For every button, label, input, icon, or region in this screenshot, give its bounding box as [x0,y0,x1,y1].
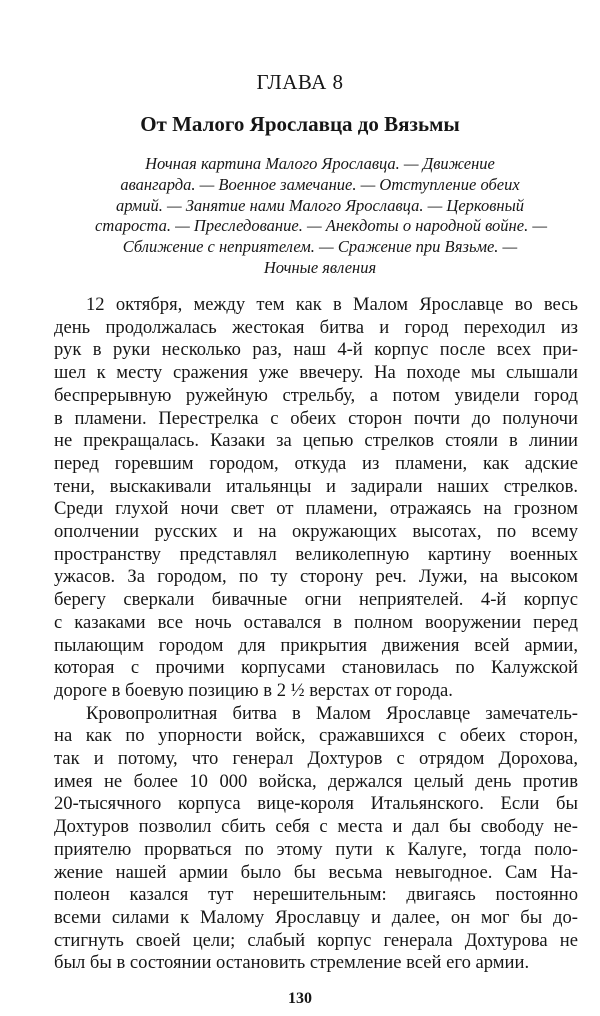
text-line: пространству представлял великолепную картину военных [54,543,578,565]
text-line: 12 октября, между тем как в Малом Ярославце во весь [86,294,578,315]
paragraph [54,294,578,703]
text-line: был бы в состоянии остановить стремление всей его армии. [54,952,530,974]
summary-line: Сближение с неприятелем. — Сражение при Вязьме. — [122,237,518,257]
body-text [54,294,578,975]
text-line: всеми силами к Малому Ярославцу и далее, он мог бы до- [54,906,578,928]
text-line: с казаками все ночь оставался в полном вооружении перед [54,611,578,633]
chapter-label: ГЛАВА 8 [256,70,344,94]
text-line: берегу сверкали бивачные огни неприятелей. 4-й корпус [54,589,578,611]
page-number: 130 [288,990,312,1007]
text-line: приятелю прорваться по этому пути к Калуге, тогда поло- [54,838,578,860]
text-line: беспрерывную ружейную стрельбу, а потом увидели город [54,384,578,406]
text-line: дороге в боевую позицию в 2 ½ верстах от города. [54,679,453,701]
text-line: шел к месту сражения уже ввечеру. На походе мы слышали [54,362,578,384]
text-line: перед горевшим городом, откуда из пламени, как адские [54,452,578,474]
summary-line: Ночные явления [263,257,377,277]
text-line: день продолжалась жестокая битва и город переходил из [54,316,578,338]
text-line: 20-тысячного корпуса вице-короля Итальянского. Если бы [54,793,578,815]
text-line: Среди глухой ночи свет от пламени, отражаясь на грозном [54,498,578,520]
chapter-title: От Малого Ярославца до Вязьмы [140,112,460,136]
text-line: стигнуть своей цели; слабый корпус генерала Дохтурова не [54,929,578,951]
text-line: имея не более 10 000 войска, держался целый день против [54,770,578,792]
paragraph [54,703,578,975]
text-line: тени, выскакивали итальянцы и задирали наших стрелков. [54,475,578,497]
text-line: полеон казался тут нерешительным: двигаясь постоянно [54,884,578,906]
text-line: рук в руки несколько раз, наш 4-й корпус после всех при- [54,339,578,361]
summary-line: авангарда. — Военное замечание. — Отступление обеих [120,174,520,194]
text-line: на как по упорности войск, сражавшихся с обеих сторон, [54,725,578,747]
text-line: которая с прочими корпусами становилась по Калужской [54,657,578,679]
chapter-summary [95,154,545,279]
text-line: ужасов. За городом, по ту сторону реч. Лужи, на высоком [54,566,578,588]
summary-line: армий. — Занятие нами Малого Ярославца. — Церковный [115,195,525,215]
summary-line: Ночная картина Малого Ярославца. — Движение [145,154,495,173]
text-line: пылающим городом для прикрытия движения всей армии, [54,634,578,656]
summary-line: староста. — Преследование. — Анекдоты о народной войне. — [95,216,547,236]
text-line: Дохтуров позволил сбить себя с места и дал бы свободу не- [54,816,578,838]
text-line: жение нашей армии было бы весьма невыгодное. Сам На- [54,861,578,883]
text-line: не прекращалась. Казаки за цепью стрелков стояли в линии [54,430,578,452]
text-line: в пламени. Перестрелка с обеих сторон почти до полуночи [54,407,578,429]
text-line: ополчении русских и на окружающих высотах, по всему [54,521,578,543]
text-line: так и потому, что генерал Дохтуров с отрядом Дорохова, [54,748,578,770]
text-line: Кровопролитная битва в Малом Ярославце замечатель- [86,702,578,724]
